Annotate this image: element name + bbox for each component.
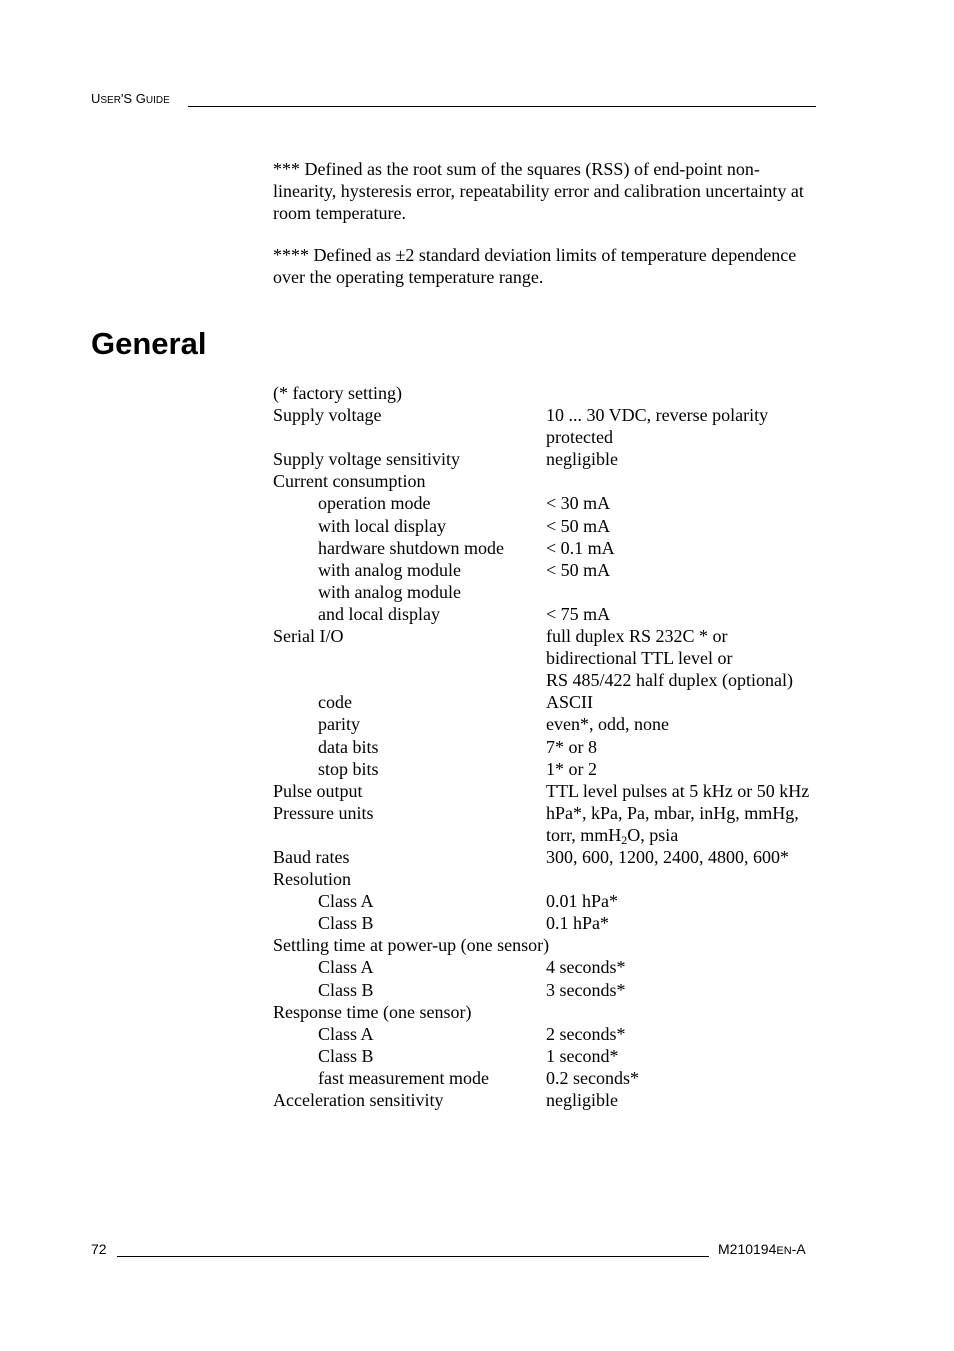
spec-value: 10 ... 30 VDC, reverse polarity protected bbox=[546, 405, 769, 448]
spec-label: Class A bbox=[318, 891, 374, 912]
header-rule bbox=[188, 106, 816, 107]
spec-row bbox=[273, 868, 833, 890]
spec-label: Class B bbox=[318, 1045, 374, 1066]
section-title: General bbox=[91, 326, 207, 361]
spec-row bbox=[273, 470, 833, 492]
spec-label: Class B bbox=[318, 979, 374, 1000]
spec-label: Serial I/O bbox=[273, 626, 344, 647]
spec-row bbox=[273, 691, 833, 713]
spec-label: stop bits bbox=[318, 758, 379, 779]
spec-label: Response time (one sensor) bbox=[273, 1001, 472, 1022]
spec-label: parity bbox=[318, 714, 360, 735]
spec-value: 0.1 hPa* bbox=[546, 913, 609, 934]
spec-row bbox=[273, 846, 833, 868]
spec-row bbox=[273, 537, 833, 559]
spec-row bbox=[273, 1089, 833, 1111]
spec-row bbox=[273, 603, 833, 625]
spec-value: full duplex RS 232C * or bbox=[546, 626, 728, 647]
spec-label bbox=[273, 647, 546, 669]
spec-label: code bbox=[318, 692, 352, 713]
spec-row bbox=[273, 1001, 833, 1023]
spec-row bbox=[273, 979, 833, 1001]
spec-label: Class B bbox=[318, 913, 374, 934]
spec-label: with local display bbox=[318, 515, 446, 536]
spec-value: < 0.1 mA bbox=[546, 537, 615, 558]
spec-value bbox=[546, 1001, 833, 1023]
spec-label: hardware shutdown mode bbox=[318, 537, 504, 558]
spec-row bbox=[273, 448, 833, 470]
spec-row bbox=[273, 890, 833, 912]
spec-value: 7* or 8 bbox=[546, 736, 597, 757]
spec-label: Class A bbox=[318, 1023, 374, 1044]
footnote-std-dev: **** Defined as ±2 standard deviation limits of temperature dependence over the operating temperature range. bbox=[273, 245, 797, 287]
spec-value: 300, 600, 1200, 2400, 4800, 600* bbox=[546, 846, 789, 867]
spec-row bbox=[273, 559, 833, 581]
spec-row bbox=[273, 1023, 833, 1045]
page-number: 72 bbox=[91, 1241, 107, 1257]
spec-label: Baud rates bbox=[273, 846, 350, 867]
spec-value: < 50 mA bbox=[546, 559, 611, 580]
spec-row bbox=[273, 1045, 833, 1067]
spec-value: 1 second* bbox=[546, 1045, 619, 1066]
spec-row bbox=[273, 625, 833, 647]
spec-value: 1* or 2 bbox=[546, 758, 597, 779]
spec-label: Pressure units bbox=[273, 802, 374, 823]
spec-label: Acceleration sensitivity bbox=[273, 1090, 444, 1110]
spec-row bbox=[273, 382, 833, 404]
spec-value: negligible bbox=[546, 449, 618, 470]
spec-row bbox=[273, 780, 833, 802]
spec-row bbox=[273, 736, 833, 758]
spec-label: fast measurement mode bbox=[318, 1067, 489, 1088]
spec-label: and local display bbox=[318, 603, 440, 624]
spec-row bbox=[273, 492, 833, 514]
spec-label: with analog module bbox=[318, 581, 461, 602]
document-code: M210194EN-A bbox=[718, 1241, 806, 1257]
spec-label bbox=[273, 669, 546, 691]
spec-row bbox=[273, 581, 833, 603]
spec-table bbox=[273, 382, 833, 1111]
spec-value bbox=[546, 382, 833, 404]
spec-value: < 50 mA bbox=[546, 515, 611, 536]
spec-value bbox=[546, 934, 833, 956]
spec-label: Resolution bbox=[273, 869, 352, 890]
spec-value: TTL level pulses at 5 kHz or 50 kHz bbox=[546, 780, 810, 801]
spec-value: bidirectional TTL level or bbox=[546, 648, 733, 669]
spec-row bbox=[273, 713, 833, 735]
spec-row bbox=[273, 934, 833, 956]
footnotes bbox=[273, 158, 818, 308]
footer-rule bbox=[117, 1256, 709, 1257]
spec-label: Supply voltage bbox=[273, 405, 382, 426]
spec-value: 0.2 seconds* bbox=[546, 1067, 639, 1088]
spec-value: negligible bbox=[546, 1090, 618, 1110]
spec-row bbox=[273, 1067, 833, 1089]
spec-value: 2 seconds* bbox=[546, 1023, 626, 1044]
spec-label: with analog module bbox=[318, 559, 461, 580]
spec-row bbox=[273, 956, 833, 978]
spec-label: Supply voltage sensitivity bbox=[273, 449, 460, 470]
spec-label: data bits bbox=[318, 736, 379, 757]
footnote-rss: *** Defined as the root sum of the squares (RSS) of end-point non-linearity, hysteresis error, repeatability error and calibration uncertainty at room temperature. bbox=[273, 159, 804, 223]
spec-label: Class A bbox=[318, 957, 374, 978]
spec-value: RS 485/422 half duplex (optional) bbox=[546, 670, 793, 691]
spec-value: < 30 mA bbox=[546, 493, 611, 514]
spec-row bbox=[273, 515, 833, 537]
spec-value bbox=[546, 470, 833, 492]
spec-value bbox=[546, 581, 833, 603]
spec-value bbox=[546, 868, 833, 890]
spec-row bbox=[273, 824, 833, 846]
spec-value: 4 seconds* bbox=[546, 957, 626, 978]
spec-label: Settling time at power-up (one sensor) bbox=[273, 935, 550, 956]
spec-value: hPa*, kPa, Pa, mbar, inHg, mmHg, bbox=[546, 802, 799, 823]
spec-label: (* factory setting) bbox=[273, 383, 402, 403]
spec-label: Current consumption bbox=[273, 471, 426, 492]
spec-value: 0.01 hPa* bbox=[546, 891, 618, 912]
spec-label: Pulse output bbox=[273, 780, 363, 801]
spec-row bbox=[273, 647, 833, 669]
spec-value: even*, odd, none bbox=[546, 714, 669, 735]
spec-row bbox=[273, 912, 833, 934]
pressure-units-continued: torr, mmH$_2$O, psia bbox=[546, 824, 679, 847]
spec-row bbox=[273, 404, 833, 448]
spec-value: 3 seconds* bbox=[546, 979, 626, 1000]
spec-row bbox=[273, 802, 833, 824]
spec-row bbox=[273, 669, 833, 691]
spec-label: operation mode bbox=[318, 493, 431, 514]
spec-value: < 75 mA bbox=[546, 603, 611, 624]
spec-row bbox=[273, 758, 833, 780]
running-header: USER'S GUIDE bbox=[91, 91, 170, 106]
spec-value: ASCII bbox=[546, 692, 594, 713]
